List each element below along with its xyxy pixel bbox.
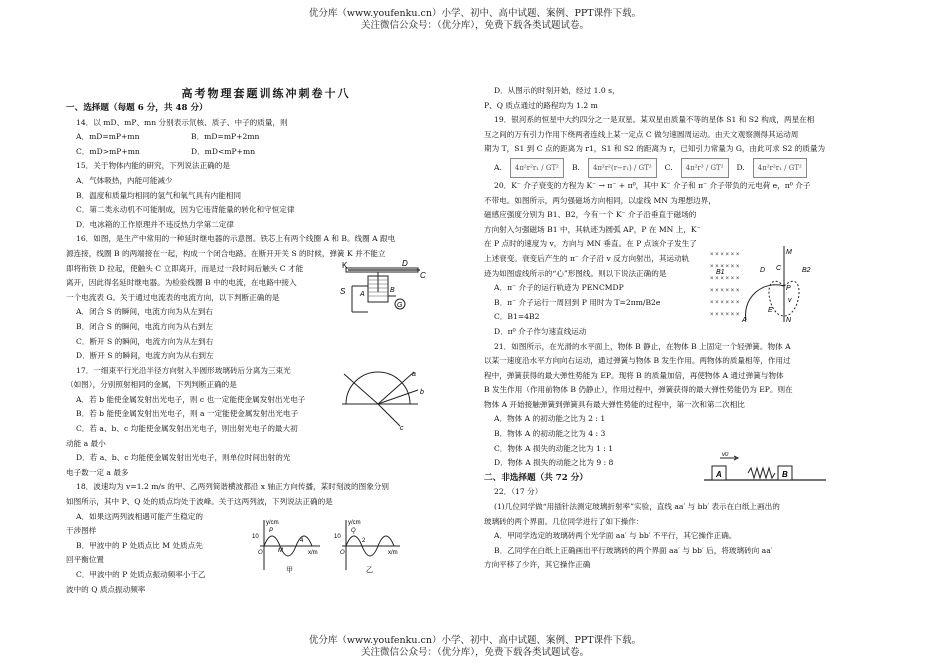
q15-option-a: A．气体吸热，内能可能减少	[76, 175, 173, 185]
wave1-xlabel: x/m	[308, 550, 318, 556]
q20-stem-3: 磁感应强度分别为 B1、B2，今有一个 K⁻ 介子沿垂直于磁场的	[484, 210, 697, 220]
q19-stem-2: 互之间的万有引力作用下绕两者连线上某一定点 C 做匀速圆周运动。由天文观察测得其运动周	[484, 129, 799, 139]
q21-option-c: C．物体 A 损失的动能之比为 1 : 1	[494, 443, 614, 453]
q18-stem-2: 如图所示，其中 P、Q 处的质点均处于波峰。关于这两列波，下列说法正确的是	[66, 497, 333, 507]
q20-stem-4: 方向射入匀强磁场 B1 中，其轨迹为圆弧 AP，P 在 MN 上，K⁻	[484, 224, 701, 234]
fig16-label-s: S	[340, 287, 346, 296]
q19-option-c-formula: 4π²r³ / GT²	[681, 158, 729, 178]
page-footer	[0, 635, 950, 659]
fig20-label-b1: B1	[716, 269, 725, 276]
fig17-label-a: a	[412, 371, 416, 378]
fig20-label-v: v	[788, 297, 792, 304]
q20-option-b: B．π⁻ 介子运行一周回到 P 用时为 T=2πm/B2e	[494, 297, 661, 307]
fig21-label-v0: v0	[722, 452, 729, 458]
wave2-xlabel: x/m	[388, 550, 398, 556]
fig21-label-a: A	[716, 470, 722, 479]
wave2-label-q: Q	[351, 528, 356, 534]
svg-text:× × × × × ×: × × × × × ×	[710, 276, 740, 282]
q17-option-b: B．若 b 能使金属发射出光电子，则 a 一定能使金属发射出光电子	[76, 409, 299, 419]
fig20-label-a: A	[742, 317, 747, 324]
q14-option-c: C．mD>mP+mn	[76, 146, 140, 156]
spring-blocks-figure	[700, 452, 830, 486]
q20-stem-2: 不带电。如图所示，两匀强磁场方向相同，以虚线 MN 为理想边界，	[484, 195, 716, 205]
q15-option-b: B．温度和质量均相同的氢气和氧气具有内能相同	[76, 190, 242, 200]
fig16-label-k: K	[342, 261, 348, 270]
page-header	[0, 8, 950, 32]
q20-option-a: A．π⁻ 介子的运行轨迹为 PENCMDP	[494, 283, 624, 293]
fig16-label-c: C	[420, 271, 426, 280]
q15-option-c: C．第二类永动机不可能制成，因为它违背能量的转化和守恒定律	[76, 205, 295, 215]
fig16-label-a: A	[360, 291, 365, 298]
q18-option-a-cont: 干涉图样	[66, 526, 97, 536]
fig16-label-d: D	[402, 259, 408, 268]
footer-line-2: 关注微信公众号：（优分库），免费下载各类试题试卷。	[360, 647, 589, 658]
wave2-tick-2: 2	[362, 538, 366, 544]
fig20-label-d: D	[760, 267, 766, 274]
q17-option-a: A．若 b 能使金属发射出光电子，则 c 也一定能使金属发射出光电子	[76, 394, 306, 404]
q20-option-c: C．B1=4B2	[494, 312, 540, 322]
q20-stem-7: 迹为如图虚线所示的“心”形图线。则以下说法正确的是	[484, 268, 667, 278]
q19-option-b-letter: B.	[571, 162, 580, 172]
q14-stem: 14．以 mD、mP、mn 分别表示氘核、质子、中子的质量，则	[76, 117, 288, 127]
q14-option-d: D．mD<mP+mn	[191, 146, 256, 156]
exam-title: 高考物理套题训练冲刺卷十八	[181, 87, 351, 100]
wave1-origin: O	[258, 550, 263, 556]
fig20-label-c: C	[776, 265, 782, 272]
q19-stem-3: 期为 T，S1 到 C 点的距离为 r1，S1 和 S2 的距离为 r，已知引力常量为 G，由此可求 S2 的质量为	[484, 144, 826, 154]
fig17-label-b: b	[420, 389, 424, 396]
wave1-ylabel: y/cm	[266, 520, 279, 526]
semicircle-glass-figure	[338, 364, 428, 432]
q18-option-c: C．甲波中的 P 处质点振动频率小于乙	[76, 570, 206, 579]
svg-text:× × × × × ×: × × × × × ×	[710, 312, 740, 318]
fig16-label-g: G	[397, 302, 403, 309]
q19-option-a-letter: A.	[494, 162, 502, 172]
q17-option-d-cont: 电子数一定 a 最多	[66, 467, 129, 477]
magnetic-field-figure	[706, 246, 816, 324]
q22-part1-2: 玻璃砖的两个界面。几位同学进行了如下操作：	[484, 516, 644, 526]
q15-option-d: D．电冰箱的工作原理并不违反热力学第二定律	[76, 219, 234, 229]
q18-stem-1: 18．波速均为 v=1.2 m/s 的甲、乙两列简谐横波都沿 x 轴正方向传播，某时刻波的图象分别	[76, 482, 389, 492]
q21-stem-3: 程中，弹簧获得的最大弹性势能为 EP。现将 B 的质量加倍，再使物体 A 通过弹簧与物体	[484, 370, 784, 380]
section-nonchoice-heading: 二、非选择题（共 72 分）	[484, 472, 588, 483]
q14-options-row1	[66, 130, 466, 145]
q17-stem-2: （如图），分别照射相同的金属，下列判断正确的是	[66, 380, 237, 390]
q22-option-b-cont: 方向平移了少许，其它操作正确	[484, 560, 591, 570]
q18-option-d: D．从图示的时刻开始，经过 1.0 s，	[494, 86, 620, 95]
q16-stem-4: 离开，因此得名延时继电器。为检验线圈 B 中的电流，在电路中接入	[66, 278, 297, 288]
fig20-label-n: N	[786, 317, 792, 324]
wave2-ylabel: y/cm	[348, 520, 361, 526]
q22-option-a: A．甲同学选定的玻璃砖两个光学面 aa′ 与 bb′ 不平行，其它操作正确。	[494, 531, 737, 541]
q18-option-a: A．如果这两列波相遇可能产生稳定的	[76, 511, 203, 521]
svg-text:× × × × × ×: × × × × × ×	[710, 252, 740, 258]
q20-stem-5: 在 P 点时的速度为 v，方向与 MN 垂直。在 P 点该介子发生了	[484, 239, 697, 249]
header-line-2: 关注微信公众号：（优分库），免费下载各类试题试卷。	[360, 20, 589, 31]
q20-stem-6: 上述衰变。衰变后产生的 π⁻ 介子沿 v 反方向射出，其运动轨	[484, 253, 690, 263]
footer-line-1: 优分库（www.youfenku.cn）小学、初中、高中试题、案例、PPT课件下载。	[308, 635, 642, 646]
q21-stem-5: 物体 A 开始接触弹簧到弹簧具有最大弹性势能的过程中，第一次和第二次相比	[484, 399, 745, 409]
q17-stem-1: 17．一细束平行光沿半径方向射入半圆形玻璃砖后分离为三束光	[76, 365, 291, 375]
q17-option-d: D．若 a、b、c 均能使金属发射出光电子，则单位时间出射的光	[76, 453, 291, 463]
wave1-caption: 甲	[286, 567, 293, 574]
q16-option-d: D．断开 S 的瞬间，电流方向为从右到左	[76, 351, 214, 361]
q14-option-b: B．mD=mP+2mn	[191, 132, 260, 142]
q21-stem-2: 以某一速度沿水平方向向右运动，通过弹簧与物体 B 发生作用。两物体的质量相等，作用过	[484, 356, 791, 366]
q18-option-b: B．甲波中的 P 处质点比 M 处质点先	[76, 540, 203, 550]
q16-stem-5: 一个电流表 G。关于通过电流表的电流方向，以下判断正确的是	[66, 292, 280, 302]
q19-option-c-letter: C.	[664, 162, 673, 172]
q16-stem-2: 源连接，线圈 B 的两端接在一起，构成一个闭合电路。在断开开关 S 的时候，弹簧 K 并不能立	[66, 248, 386, 258]
q15-stem: 15．关于物体内能的研究，下列说法正确的是	[76, 161, 230, 171]
wave1-tick-4: 4	[300, 538, 304, 544]
wave2-origin: O	[340, 550, 345, 556]
q19-options	[484, 157, 904, 179]
q19-option-d-letter: D.	[736, 162, 745, 172]
q20-stem-1: 20．K⁻ 介子衰变的方程为 K⁻ → π⁻ + π⁰，其中 K⁻ 介子和 π⁻ 介子带负的元电荷 e，π⁰ 介子	[494, 180, 811, 190]
q14-options-row2	[66, 145, 466, 160]
svg-text:× × × × × ×: × × × × × ×	[710, 288, 740, 294]
q16-option-a: A．闭合 S 的瞬间，电流方向为从左到右	[76, 307, 214, 317]
wave1-amplitude: 10	[252, 534, 259, 540]
q19-option-d-formula: 4π²r²r₁ / GT²	[753, 158, 807, 178]
q21-option-a: A．物体 A 的初动能之比为 2 : 1	[494, 414, 606, 424]
q18-option-d-cont: P、Q 质点通过的路程均为 1.2 m	[484, 100, 598, 110]
wave1-label-m: M	[278, 548, 283, 554]
q20-option-d: D．π⁰ 介子作匀速直线运动	[494, 326, 587, 336]
q16-stem-1: 16．如图，是生产中常用的一种延时继电器的示意图。铁芯上有两个线圈 A 和 B。线圈 A 跟电	[76, 234, 396, 244]
wave-figures	[250, 516, 410, 576]
q21-stem-1: 21．如图所示，在光滑的水平面上，物体 B 静止，在物体 B 上固定一个轻弹簧。物体 A	[494, 341, 791, 351]
wave2-caption: 乙	[366, 567, 373, 574]
q18-option-b-cont: 回平衡位置	[66, 555, 104, 565]
q19-option-a-formula: 4π²r²r₁ / GT²	[510, 158, 564, 178]
fig20-label-m: M	[786, 249, 792, 256]
q19-stem-1: 19．银河系的恒星中大约四分之一是双星。某双星由质量不等的星体 S1 和 S2 构成，两星在相	[494, 115, 815, 125]
q14-option-a: A．mD=mP+mn	[76, 132, 140, 142]
wave1-label-p: P	[269, 528, 274, 534]
right-column	[484, 84, 904, 573]
svg-text:× × × × × ×: × × × × × ×	[710, 300, 740, 306]
fig21-label-b: B	[782, 470, 788, 479]
fig17-label-c: c	[400, 425, 404, 432]
fig20-label-b2: B2	[802, 267, 811, 274]
q18-option-c-cont: 波中的 Q 质点振动频率	[66, 584, 146, 594]
q17-option-c: C．若 a、b、c 均能使金属发射出光电子，则出射光电子的最大初	[76, 424, 298, 434]
wave2-amplitude: 10	[334, 534, 341, 540]
q22-part1-1: (1)几位同学做“用插针法测定玻璃折射率”实验，直线 aa′ 与 bb′ 表示在白纸上画出的	[494, 502, 780, 512]
q17-option-c-cont: 动能 a 最小	[66, 438, 106, 448]
q21-option-b: B．物体 A 的初动能之比为 4 : 3	[494, 429, 606, 439]
fig20-label-p: P	[786, 285, 791, 292]
svg-text:× × × × × ×: × × × × × ×	[710, 264, 740, 270]
q22-option-b: B．乙同学在白纸上正确画出平行玻璃砖的两个界面 aa′ 与 bb′ 后，将玻璃砖向 aa′	[494, 545, 773, 555]
q21-option-d: D．物体 A 损失的动能之比为 9 : 8	[494, 458, 614, 468]
relay-figure	[338, 256, 428, 318]
header-line-1: 优分库（www.youfenku.cn）小学、初中、高中试题、案例、PPT课件下载。	[308, 8, 642, 19]
q19-option-b-formula: 4π²r²(r−r₁) / GT²	[588, 158, 657, 178]
q16-stem-3: 即将衔铁 D 拉起，使触头 C 立即离开，而是过一段时间后触头 C 才能	[66, 263, 304, 273]
q22-heading: 22．（17 分）	[494, 487, 543, 497]
fig16-label-b: B	[390, 287, 395, 294]
section-choice-heading: 一、选择题（每题 6 分，共 48 分）	[66, 103, 208, 113]
q16-option-b: B．闭合 S 的瞬间，电流方向为从右到左	[76, 321, 214, 331]
fig20-label-e: E	[768, 307, 773, 314]
q16-option-c: C．断开 S 的瞬间，电流方向为从左到右	[76, 336, 214, 346]
q21-stem-4: B 发生作用（作用前物体 B 仍静止），作用过程中，弹簧获得的最大弹性势能仍为 EP。则在	[484, 385, 793, 395]
